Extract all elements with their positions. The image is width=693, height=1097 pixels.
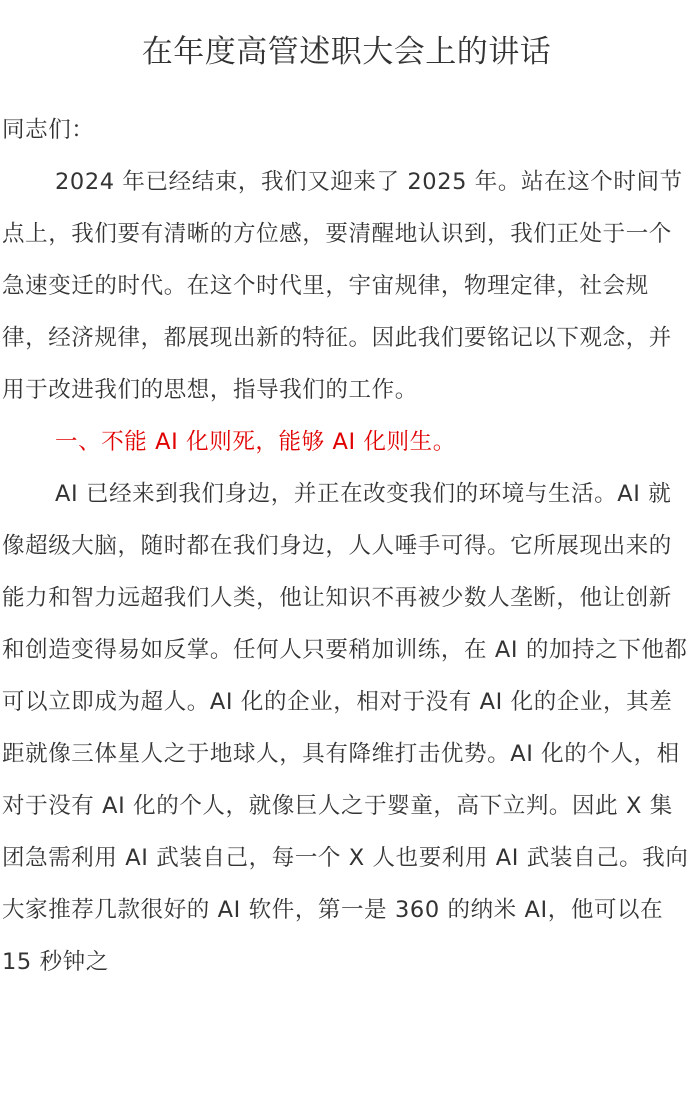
section-heading: 一、不能 AI 化则死，能够 AI 化则生。 <box>55 429 456 455</box>
salutation: 同志们： <box>2 117 95 143</box>
paragraph-intro: 2024 年已经结束，我们又迎来了 2025 年。站在这个时间节点上，我们要有清晰的方位感，要清醒地认识到，我们正处于一个急速变迁的时代。在这个时代里，宇宙规律，物理定律，社会规律，经济规律，都展现出新的特征。因此我们要铭记以下观念，并用于改进我们的思想，指导我们的工作。 <box>2 169 683 403</box>
document-title: 在年度高管述职大会上的讲话 <box>141 34 552 70</box>
document-body <box>2 104 691 988</box>
paragraph-ai: AI 已经来到我们身边，并正在改变我们的环境与生活。AI 就像超级大脑，随时都在我们身边，人人唾手可得。它所展现出来的能力和智力远超我们人类，他让知识不再被少数人垄断，他让创新和创造变得易如反掌。任何人只要稍加训练，在 AI 的加持之下他都可以立即成为超人。AI 化的企业，相对于没有 AI 化的企业，其差距就像三体星人之于地球人，具有降维打击优势。AI 化的个人，相对于没有 AI 化的个人，就像巨人之于婴童，高下立判。因此 X 集团急需利用 AI 武装自己，每一个 X 人也要利用 AI 武装自己。我向大家推荐几款很好的 AI 软件，第一是 360 的纳米 AI，他可以在 15 秒钟之 <box>2 481 689 975</box>
